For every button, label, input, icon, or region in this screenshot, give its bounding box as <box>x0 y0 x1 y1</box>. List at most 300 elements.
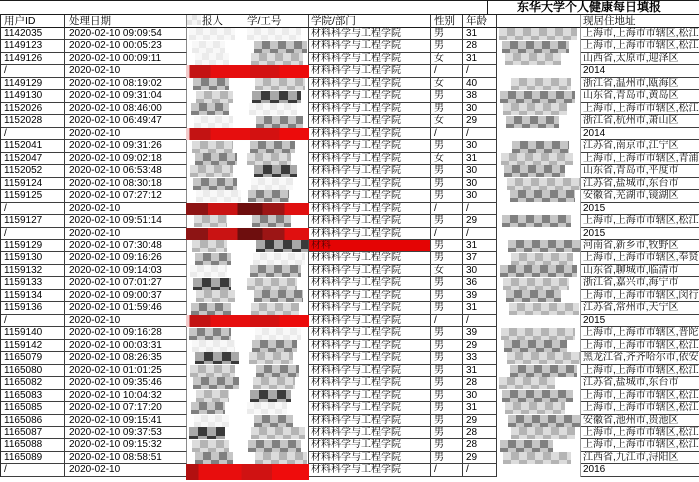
table-row <box>1 28 699 40</box>
cell-masked <box>497 340 581 352</box>
cell-college: 材料科学与工程学院 <box>309 140 431 152</box>
table-row <box>1 90 699 102</box>
mosaic-redaction <box>500 440 553 452</box>
cell-address: 安徽省,芜湖市,镜湖区 <box>581 190 699 202</box>
cell-masked <box>497 290 581 302</box>
table-body <box>1 28 699 477</box>
cell-user-id: 1142035 <box>1 28 65 40</box>
table-header-row <box>1 14 699 28</box>
table-row <box>1 165 699 177</box>
cell-date: 2020-02-10 <box>65 464 187 476</box>
red-redaction <box>186 65 309 78</box>
cell-staff-id-masked <box>247 53 309 65</box>
cell-reporter-masked <box>187 240 247 252</box>
cell-user-id: 1165083 <box>1 390 65 402</box>
cell-masked <box>497 277 581 289</box>
cell-age: 28 <box>463 40 497 52</box>
mosaic-redaction <box>251 53 303 65</box>
cell-reporter-masked <box>187 365 247 377</box>
cell-date: 2020-02-10 07:17:20 <box>65 402 187 414</box>
cell-user-id: / <box>1 315 65 327</box>
table-row <box>1 340 699 352</box>
cell-gender: 男 <box>431 103 463 115</box>
cell-masked <box>497 65 581 77</box>
table-row <box>1 365 699 377</box>
cell-address: 2014 <box>581 128 699 140</box>
cell-user-id: 1159134 <box>1 290 65 302</box>
cell-address: 2014 <box>581 65 699 77</box>
cell-age: 31 <box>463 53 497 65</box>
table-row <box>1 290 699 302</box>
cell-gender: / <box>431 65 463 77</box>
cell-masked <box>497 439 581 451</box>
cell-user-id: 1149129 <box>1 78 65 90</box>
cell-address: 上海市,上海市市辖区,松江 <box>583 439 699 451</box>
cell-college: 材料科学与工程学院 <box>309 128 431 140</box>
cell-masked <box>497 315 581 327</box>
cell-address: 上海市,上海市市辖区,松江 <box>583 40 699 52</box>
cell-address: 上海市,上海市市辖区,松江 <box>583 364 699 376</box>
cell-reporter-masked <box>187 340 247 352</box>
cell-user-id: / <box>1 203 65 215</box>
cell-gender: 男 <box>431 439 463 451</box>
cell-date: 2020-02-10 <box>65 203 187 215</box>
mosaic-redaction <box>251 427 305 439</box>
cell-staff-id-masked <box>247 103 309 115</box>
mosaic-redaction <box>193 377 239 389</box>
mosaic-redaction <box>190 365 235 377</box>
cell-gender: 男 <box>431 277 463 289</box>
cell-staff-id-masked <box>247 302 309 314</box>
cell-gender: 男 <box>431 327 463 339</box>
cell-staff-id-masked <box>247 277 309 289</box>
cell-user-id: 1159129 <box>1 240 65 252</box>
mosaic-redaction <box>508 415 581 427</box>
cell-age: 40 <box>463 78 497 90</box>
cell-age: 37 <box>463 252 497 264</box>
mosaic-redaction <box>249 352 293 364</box>
cell-age: 31 <box>463 240 497 252</box>
mosaic-redaction <box>247 278 297 290</box>
mosaic-redaction <box>502 390 573 402</box>
table-row <box>1 228 699 240</box>
cell-reporter-masked <box>187 140 247 152</box>
cell-staff-id-masked <box>247 240 309 252</box>
table-row <box>1 390 699 402</box>
cell-address: 江苏省,常州市,天宁区 <box>581 302 699 314</box>
mosaic-redaction <box>510 365 577 377</box>
cell-date: 2020-02-10 07:27:12 <box>65 190 187 202</box>
mosaic-redaction <box>499 28 577 40</box>
cell-age: 31 <box>463 153 497 165</box>
cell-date: 2020-02-10 09:15:41 <box>65 415 187 427</box>
red-redaction <box>186 203 309 216</box>
cell-address: 2015 <box>581 203 699 215</box>
mosaic-redaction <box>509 303 579 315</box>
mosaic-redaction <box>189 328 231 340</box>
cell-age: 29 <box>463 115 497 127</box>
mosaic-redaction <box>501 153 573 165</box>
header-process-date: 处理日期 <box>65 15 187 28</box>
cell-user-id: 1152028 <box>1 115 65 127</box>
cell-college: 材料科学与工程学院 <box>309 252 431 264</box>
cell-gender: 男 <box>431 415 463 427</box>
table-row <box>1 315 699 327</box>
cell-gender: 男 <box>431 252 463 264</box>
cell-reporter-masked <box>187 327 247 339</box>
mosaic-redaction <box>255 328 301 340</box>
cell-reporter-masked <box>187 165 247 177</box>
cell-masked <box>497 190 581 202</box>
cell-staff-id-masked <box>247 402 309 414</box>
cell-address: 上海市,上海市市辖区,松江 <box>583 402 699 414</box>
cell-user-id: 1159142 <box>1 340 65 352</box>
mosaic-redaction <box>252 340 297 352</box>
cell-age: / <box>463 65 497 77</box>
cell-masked <box>497 115 581 127</box>
cell-address: 上海市,上海市市辖区,奉贤 <box>583 252 699 264</box>
cell-reporter-masked <box>187 352 247 364</box>
mosaic-redaction <box>506 116 559 128</box>
cell-date: 2020-02-10 09:02:18 <box>65 153 187 165</box>
cell-gender: 男 <box>431 377 463 389</box>
cell-age: 39 <box>463 327 497 339</box>
cell-address: 上海市,上海市市辖区,松江 <box>583 28 699 39</box>
cell-user-id: 1149126 <box>1 53 65 65</box>
mosaic-redaction <box>505 402 565 414</box>
cell-date: 2020-02-10 08:46:00 <box>65 103 187 115</box>
cell-user-id: 1165079 <box>1 352 65 364</box>
cell-college: 材料科学与工程学院 <box>309 302 431 314</box>
cell-date: 2020-02-10 <box>65 128 187 140</box>
cell-address: 2015 <box>581 228 699 240</box>
cell-college: 材料科学与工程学院 <box>309 390 431 402</box>
mosaic-redaction <box>250 265 301 277</box>
cell-masked <box>497 352 581 364</box>
cell-address: 江西省,九江市,浔阳区 <box>581 452 699 464</box>
cell-college: 材料科学与工程学院 <box>309 427 431 439</box>
cell-gender: 男 <box>431 302 463 314</box>
mosaic-redaction <box>500 265 577 277</box>
table-row <box>1 252 699 264</box>
cell-staff-id-masked <box>247 90 309 102</box>
mosaic-redaction <box>502 215 571 227</box>
table-row <box>1 40 699 52</box>
mosaic-redaction <box>196 190 241 202</box>
mosaic-redaction <box>193 178 237 190</box>
cell-age: 30 <box>463 140 497 152</box>
cell-staff-id-masked <box>247 252 309 264</box>
cell-college: 材料科学与工程学院 <box>309 327 431 339</box>
cell-reporter-masked <box>187 302 247 314</box>
mosaic-redaction <box>192 440 229 452</box>
cell-college: 材料科学与工程学院 <box>309 190 431 202</box>
cell-college: 材料科学与工程学院 <box>309 40 431 52</box>
mosaic-redaction <box>507 352 581 364</box>
cell-staff-id-masked <box>247 415 309 427</box>
table-row <box>1 302 699 314</box>
cell-user-id: 1165080 <box>1 365 65 377</box>
cell-gender: 男 <box>431 28 463 40</box>
cell-reporter-masked <box>187 178 247 190</box>
cell-gender: 男 <box>431 140 463 152</box>
cell-college: 材料科学与工程学院 <box>309 103 431 115</box>
cell-age: 31 <box>463 365 497 377</box>
cell-age: 30 <box>463 178 497 190</box>
cell-user-id: 1159133 <box>1 277 65 289</box>
cell-date: 2020-02-10 09:16:28 <box>65 327 187 339</box>
cell-gender: 女 <box>431 78 463 90</box>
cell-address: 浙江省,嘉兴市,海宁市 <box>581 277 699 289</box>
cell-date: 2020-02-10 09:15:32 <box>65 439 187 451</box>
mosaic-redaction <box>251 178 293 190</box>
red-redaction <box>186 228 309 241</box>
cell-gender: 男 <box>431 340 463 352</box>
cell-college: 材料科学与工程学院 <box>309 203 431 215</box>
cell-address: 山东省,青岛市,平度市 <box>581 165 699 177</box>
mosaic-redaction <box>190 165 233 177</box>
mosaic-redaction <box>250 141 295 153</box>
cell-college: 材料科学与工程学院 <box>309 165 431 177</box>
cell-user-id: 1159124 <box>1 178 65 190</box>
cell-reporter-masked <box>187 190 247 202</box>
cell-user-id: 1165088 <box>1 439 65 451</box>
cell-staff-id-masked <box>247 265 309 277</box>
red-redaction <box>186 464 309 480</box>
cell-masked <box>497 28 581 40</box>
mosaic-redaction <box>253 377 295 389</box>
mosaic-redaction <box>195 153 237 165</box>
mosaic-redaction <box>191 402 225 414</box>
mosaic-redaction <box>503 452 571 464</box>
mosaic-redaction <box>510 190 575 202</box>
cell-college: 材料科学与工程学院 <box>309 115 431 127</box>
cell-date: 2020-02-10 09:51:14 <box>65 215 187 227</box>
mosaic-redaction <box>254 290 303 302</box>
cell-age: 28 <box>463 427 497 439</box>
cell-masked <box>497 252 581 264</box>
cell-college: 材料科学与工程学院 <box>309 90 431 102</box>
mosaic-redaction <box>504 340 567 352</box>
cell-masked <box>497 40 581 52</box>
mosaic-redaction <box>192 340 235 352</box>
cell-age: 31 <box>463 302 497 314</box>
cell-gender: 男 <box>431 452 463 464</box>
cell-reporter-masked <box>187 115 247 127</box>
cell-date: 2020-02-10 09:14:03 <box>65 265 187 277</box>
cell-gender: 男 <box>431 215 463 227</box>
cell-staff-id-masked <box>247 377 309 389</box>
cell-address: 上海市,上海市市辖区,闵行 <box>583 289 699 301</box>
header-reporter <box>187 15 247 28</box>
cell-address: 山东省,聊城市,临清市 <box>581 265 699 277</box>
cell-date: 2020-02-10 <box>65 65 187 77</box>
cell-address: 上海市,上海市市辖区,松江 <box>583 339 699 351</box>
cell-address: 2016 <box>581 464 699 476</box>
cell-date: 2020-02-10 08:30:18 <box>65 178 187 190</box>
cell-reporter-masked <box>187 53 247 65</box>
table-row <box>1 277 699 289</box>
cell-staff-id-masked <box>247 452 309 464</box>
cell-reporter-masked <box>187 390 247 402</box>
mosaic-redaction <box>193 78 229 90</box>
cell-reporter-masked <box>187 377 247 389</box>
cell-age: / <box>463 228 497 240</box>
cell-masked <box>497 240 581 252</box>
cell-gender: / <box>431 464 463 476</box>
cell-college: 材料科学与工程学院 <box>309 53 431 65</box>
mosaic-redaction <box>195 352 239 364</box>
cell-age: 33 <box>463 352 497 364</box>
mosaic-redaction <box>256 365 299 377</box>
cell-user-id: 1149123 <box>1 40 65 52</box>
cell-college: 材料科学与工程学院 <box>309 178 431 190</box>
cell-user-id: 1159140 <box>1 327 65 339</box>
cell-date: 2020-02-10 09:31:26 <box>65 140 187 152</box>
cell-masked <box>497 103 581 115</box>
cell-masked <box>497 302 581 314</box>
cell-masked <box>497 78 581 90</box>
cell-age: 28 <box>463 377 497 389</box>
mosaic-redaction <box>196 91 233 103</box>
cell-user-id: 1165085 <box>1 402 65 414</box>
table-row <box>1 352 699 364</box>
cell-masked <box>497 153 581 165</box>
cell-age: 30 <box>463 390 497 402</box>
cell-staff-id-masked <box>247 165 309 177</box>
mosaic-redaction <box>195 452 233 464</box>
cell-age: 29 <box>463 415 497 427</box>
cell-user-id: / <box>1 464 65 476</box>
cell-college: 材料科学与工程学院 <box>309 228 431 240</box>
cell-college: 材料科学与工程学院 <box>309 277 431 289</box>
cell-reporter-masked <box>187 153 247 165</box>
table-row <box>1 140 699 152</box>
mosaic-redaction <box>194 215 227 227</box>
cell-gender: 男 <box>431 365 463 377</box>
cell-gender: 男 <box>431 390 463 402</box>
cell-date: 2020-02-10 08:26:35 <box>65 352 187 364</box>
mosaic-redaction <box>251 303 299 315</box>
cell-college: 材料科学与工程学院 <box>309 215 431 227</box>
cell-college: 材料科学与工程学院 <box>309 452 431 464</box>
cell-college: 材料科学与工程学院 <box>309 340 431 352</box>
mosaic-redaction <box>254 415 293 427</box>
cell-masked <box>497 365 581 377</box>
mosaic-redaction <box>507 178 581 190</box>
cell-date: 2020-02-10 00:05:23 <box>65 40 187 52</box>
cell-staff-id-masked <box>247 140 309 152</box>
table-row <box>1 203 699 215</box>
cell-reporter-masked <box>187 265 247 277</box>
cell-date: 2020-02-10 09:16:26 <box>65 252 187 264</box>
mosaic-redaction <box>500 91 575 103</box>
cell-staff-id-masked <box>247 78 309 90</box>
mosaic-redaction <box>192 41 225 53</box>
cell-address: 江苏省,盐城市,东台市 <box>581 377 699 389</box>
cell-gender: / <box>431 228 463 240</box>
table-row <box>1 115 699 127</box>
cell-staff-id-masked <box>247 390 309 402</box>
header-address: 现居住地址 <box>581 15 699 28</box>
cell-address: 上海市,上海市市辖区,普陀 <box>583 327 699 339</box>
header-blur-redaction <box>187 15 201 25</box>
cell-date: 2020-02-10 <box>65 315 187 327</box>
cell-date: 2020-02-10 10:04:32 <box>65 390 187 402</box>
cell-masked <box>497 165 581 177</box>
header-staff-id: 学/工号 <box>247 15 309 28</box>
cell-staff-id-masked <box>247 115 309 127</box>
cell-gender: 男 <box>431 40 463 52</box>
cell-address: 河南省,新乡市,牧野区 <box>581 240 699 252</box>
cell-age: / <box>463 128 497 140</box>
cell-date: 2020-02-10 09:31:04 <box>65 90 187 102</box>
cell-user-id: / <box>1 65 65 77</box>
mosaic-redaction <box>255 452 307 464</box>
mosaic-redaction <box>247 402 287 414</box>
cell-date: 2020-02-10 06:53:48 <box>65 165 187 177</box>
cell-address: 江苏省,盐城市,东台市 <box>581 178 699 190</box>
cell-college: 材料 <box>309 240 431 252</box>
cell-date: 2020-02-10 08:19:02 <box>65 78 187 90</box>
cell-staff-id-masked <box>247 215 309 227</box>
header-college: 学院/部门 <box>309 15 431 28</box>
cell-college: 材料科学与工程学院 <box>309 352 431 364</box>
cell-age: / <box>463 464 497 476</box>
table-row <box>1 178 699 190</box>
cell-staff-id-masked <box>247 439 309 451</box>
mosaic-redaction <box>255 78 305 90</box>
cell-reporter-masked <box>187 40 247 52</box>
cell-gender: 女 <box>431 265 463 277</box>
cell-staff-id-masked <box>247 40 309 52</box>
cell-reporter-masked <box>187 277 247 289</box>
mosaic-redaction <box>193 278 231 290</box>
table-row <box>1 128 699 140</box>
cell-address: 上海市,上海市市辖区,青浦 <box>583 152 699 164</box>
cell-user-id: 1165087 <box>1 427 65 439</box>
table-row <box>1 65 699 77</box>
cell-masked <box>497 228 581 240</box>
cell-reporter-masked <box>187 78 247 90</box>
table-row <box>1 415 699 427</box>
table-row <box>1 452 699 464</box>
cell-gender: 男 <box>431 352 463 364</box>
cell-staff-id-masked <box>247 178 309 190</box>
mosaic-redaction <box>249 103 297 115</box>
cell-staff-id-masked <box>247 352 309 364</box>
cell-college: 材料科学与工程学院 <box>309 153 431 165</box>
cell-staff-id-masked <box>247 327 309 339</box>
cell-date: 2020-02-10 09:35:46 <box>65 377 187 389</box>
cell-masked <box>497 128 581 140</box>
table-row <box>1 53 699 65</box>
cell-masked <box>497 53 581 65</box>
cell-user-id: 1159127 <box>1 215 65 227</box>
cell-age: 31 <box>463 402 497 414</box>
cell-masked <box>497 415 581 427</box>
cell-gender: 男 <box>431 240 463 252</box>
cell-address: 上海市,上海市市辖区,松江 <box>583 427 699 438</box>
cell-date: 2020-02-10 09:00:37 <box>65 290 187 302</box>
table-row <box>1 464 699 476</box>
cell-masked <box>497 427 581 439</box>
mosaic-redaction <box>192 240 227 252</box>
cell-address: 2015 <box>581 315 699 327</box>
cell-address: 山西省,太原市,迎泽区 <box>581 53 699 65</box>
cell-reporter-masked <box>187 439 247 451</box>
cell-college: 材料科学与工程学院 <box>309 365 431 377</box>
